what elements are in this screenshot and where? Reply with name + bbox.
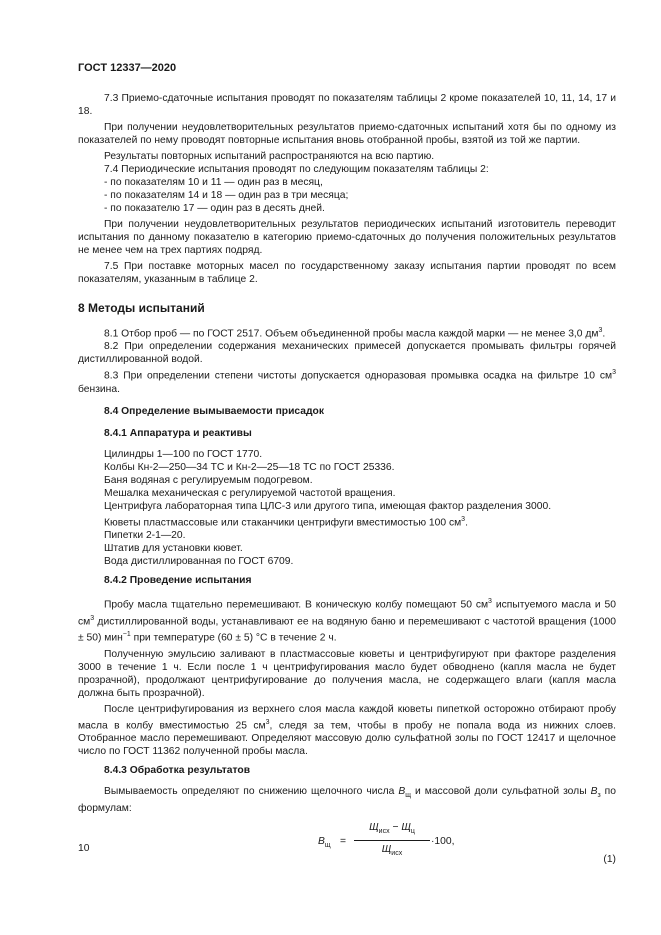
procedure-paragraph-2: Полученную эмульсию заливают в пластмассовые кюветы и центрифугируют при факторе разделения 3000 в течение 1 ч. Если после 1 ч центрифугирования масло будет обводнено (капля масла не будет прозрачной), продолжают центрифугирование до получения масла, не содержащего влаги (капля масла должна быть прозрачной). (78, 648, 616, 699)
subsection-8-4-title: 8.4 Определение вымываемости присадок (104, 405, 324, 417)
paragraph-7-4: 7.4 Периодические испытания проводят по следующим показателям таблицы 2: (104, 164, 489, 175)
list-item: - по показателю 17 — один раз в десять дней. (104, 203, 325, 214)
paragraph-7-3-retest: При получении неудовлетворительных результатов приемо-сдаточных испытаний хотя бы по одному из показателей по нему проводят повторные испытания вновь отобранной пробы, взятой из той же партии. (78, 122, 616, 146)
formula-fraction (354, 821, 430, 860)
subsection-8-4-1-title: 8.4.1 Аппаратура и реактивы (104, 427, 252, 439)
formula-1 (78, 821, 616, 871)
paragraph-7-5: 7.5 При поставке моторных масел по государственному заказу испытания партии проводят по всем показателям, указанным в таблице 2. (78, 261, 616, 285)
standard-header: ГОСТ 12337—2020 (78, 62, 177, 74)
procedure-paragraph-1: Пробу масла тщательно перемешивают. В коническую колбу помещают 50 $см^3$ испытуемого масла и 50 $см^3$ дистиллированной воды, устанавливают ее на водяную баню и перемешивают с частотой вращения (1000 ± 50) мин$^{-1}$ при температуре (60 ± 5) °С в течение 2 ч. (78, 598, 616, 644)
subsection-8-4-2-title: 8.4.2 Проведение испытания (104, 575, 252, 587)
results-paragraph: Вымываемость определяют по снижению щелочного числа $В_щ$ и массовой доли сульфатной золы $В_з$ по формулам: (78, 785, 616, 814)
paragraph-7-3: 7.3 Приемо-сдаточные испытания проводят по показателям таблицы 2 кроме показателей 10, 11, 14, 17 и 18. (78, 93, 616, 117)
equipment-item: Кюветы пластмассовые или стаканчики центрифуги вместимостью 100 $см^3$. (104, 515, 468, 529)
formula-multiplier: ·100, (431, 836, 455, 847)
paragraph-7-3-results: Результаты повторных испытаний распространяются на всю партию. (104, 151, 435, 162)
page-content (78, 92, 616, 871)
page-number: 10 (78, 843, 90, 854)
section-8-title: 8 Методы испытаний (78, 301, 205, 315)
equipment-item: Вода дистиллированная по ГОСТ 6709. (104, 556, 294, 568)
paragraph-7-4-failure: При получении неудовлетворительных результатов периодических испытаний изготовитель переводит испытания по данному показателю в категорию приемо-сдаточных до получения положительных результатов не менее чем на трех партиях подряд. (78, 219, 616, 256)
formula-number: (1) (603, 854, 616, 865)
procedure-paragraph-3: После центрифугирования из верхнего слоя масла каждой кюветы пипеткой осторожно отбирают пробу масла в колбу вместимостью 25 $см^3$, следя за тем, чтобы в пробу не попала вода из нижних слоев. Отобранное масло перемешивают. Определяют массовую долю сульфатной золы по ГОСТ 12417 и щелочное число по ГОСТ 11362 полученной пробы масла. (78, 703, 616, 757)
equipment-item: Пипетки 2-1—20. (104, 530, 186, 542)
equipment-item: Цилиндры 1—100 по ГОСТ 1770. (104, 448, 263, 460)
equipment-item: Мешалка механическая с регулируемой частотой вращения. (104, 487, 396, 499)
subsection-8-4-3-title: 8.4.3 Обработка результатов (104, 764, 251, 776)
equipment-item: Штатив для установки кювет. (104, 543, 243, 555)
equipment-item: Центрифуга лабораторная типа ЦЛС-3 или другого типа, имеющая фактор разделения 3000. (104, 500, 552, 512)
formula-numerator: $Щ_{исх} - Щ_ц$ (354, 821, 430, 841)
formula-lhs: $В_щ$ (318, 836, 331, 850)
list-item: - по показателям 14 и 18 — один раз в три месяца; (104, 190, 349, 201)
equipment-item: Колбы Кн-2—250—34 ТС и Кн-2—25—18 ТС по ГОСТ 25336. (104, 461, 395, 473)
list-item: - по показателям 10 и 11 — один раз в месяц, (104, 177, 323, 188)
paragraph-8-2: 8.2 При определении содержания механических примесей допускается промывать фильтры горячей дистиллированной водой. (78, 341, 616, 366)
paragraph-8-3: 8.3 При определении степени чистоты допускается одноразовая промывка осадка на фильтре 10 $см^3$ бензина. (78, 369, 616, 395)
equipment-item: Баня водяная с регулируемым подогревом. (104, 474, 313, 486)
paragraph-8-1: 8.1 Отбор проб — по ГОСТ 2517. Объем объединенной пробы масла каждой марки — не менее 3,0 $дм^3$. (104, 327, 606, 340)
formula-denominator: $Щ_{исх}$ (381, 844, 403, 858)
formula-equals: = (340, 836, 347, 847)
